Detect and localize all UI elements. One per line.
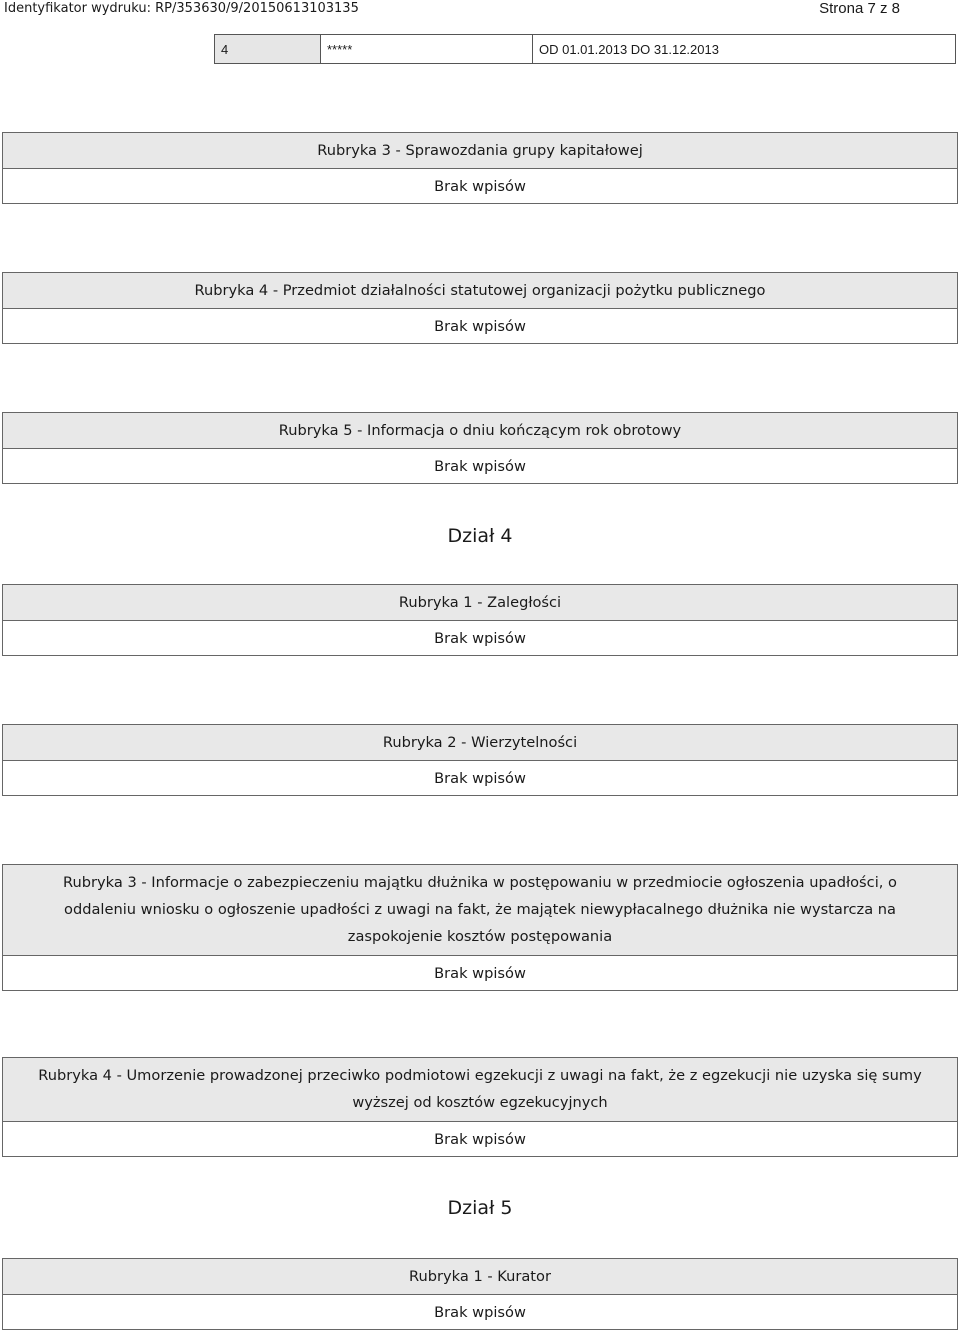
dzial-5-heading: Dział 5	[447, 1197, 513, 1219]
section-title: Rubryka 1 - Kurator	[3, 1259, 957, 1295]
period-row	[214, 34, 956, 64]
page-number: Strona 7 z 8	[819, 0, 900, 17]
dzial-4-heading: Dział 4	[447, 525, 513, 547]
section-rubryka-5-informacja	[2, 412, 958, 484]
section-value: Brak wpisów	[434, 457, 526, 475]
section-title: Rubryka 3 - Informacje o zabezpieczeniu majątku dłużnika w postępowaniu w przedmiocie ogłoszenia upadłości, o oddaleniu wniosku o ogłoszenie upadłości z uwagi na fakt, że majątek niewypłacalnego dłużnika nie wystarcza na zaspokojenie kosztów postępowania	[3, 865, 957, 956]
section-rubryka-4-umorzenie	[2, 1057, 958, 1157]
section-value: Brak wpisów	[434, 629, 526, 647]
page-header	[0, 0, 960, 20]
section-rubryka-3-zabezpieczenie	[2, 864, 958, 991]
section-title: Rubryka 2 - Wierzytelności	[3, 725, 957, 761]
section-title: Rubryka 5 - Informacja o dniu kończącym rok obrotowy	[3, 413, 957, 449]
section-value: Brak wpisów	[434, 177, 526, 195]
section-value: Brak wpisów	[434, 769, 526, 787]
section-rubryka-1-zaleglosci	[2, 584, 958, 656]
section-rubryka-4-przedmiot	[2, 272, 958, 344]
section-rubryka-2-wierzytelnosci	[2, 724, 958, 796]
period-row-stars: *****	[321, 35, 533, 63]
section-value: Brak wpisów	[434, 964, 526, 982]
period-row-number: 4	[215, 35, 321, 63]
period-row-range: OD 01.01.2013 DO 31.12.2013	[539, 41, 719, 57]
print-identifier: Identyfikator wydruku: RP/353630/9/20150613103135	[4, 1, 359, 16]
section-rubryka-3-sprawozdania	[2, 132, 958, 204]
section-title: Rubryka 4 - Przedmiot działalności statutowej organizacji pożytku publicznego	[3, 273, 957, 309]
section-title: Rubryka 3 - Sprawozdania grupy kapitałowej	[3, 133, 957, 169]
section-value: Brak wpisów	[434, 1303, 526, 1321]
section-value: Brak wpisów	[434, 1130, 526, 1148]
section-value: Brak wpisów	[434, 317, 526, 335]
section-rubryka-1-kurator	[2, 1258, 958, 1330]
section-title: Rubryka 1 - Zaległości	[3, 585, 957, 621]
section-title: Rubryka 4 - Umorzenie prowadzonej przeciwko podmiotowi egzekucji z uwagi na fakt, że z egzekucji nie uzyska się sumy wyższej od kosztów egzekucyjnych	[3, 1058, 957, 1122]
